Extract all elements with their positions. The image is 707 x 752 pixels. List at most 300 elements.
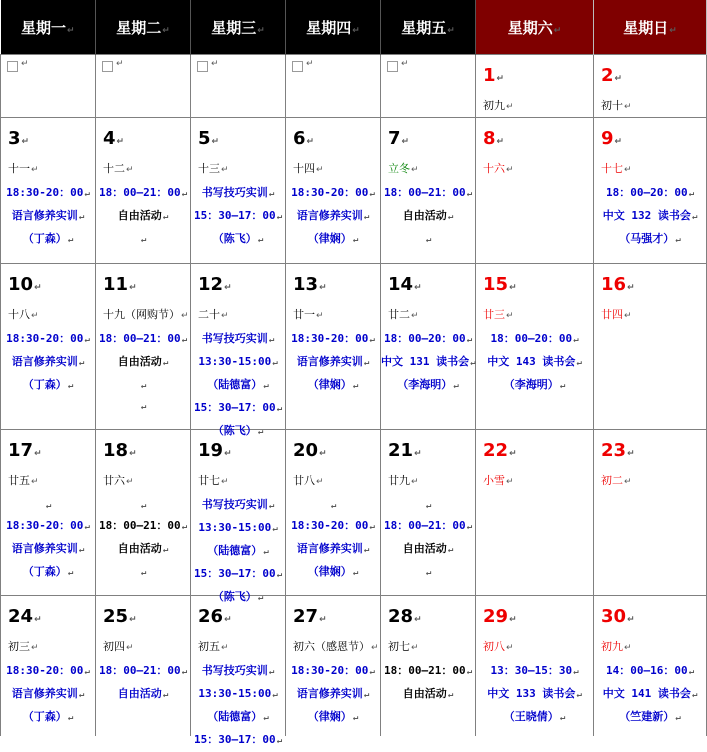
paragraph-mark: ↵ (496, 137, 505, 147)
paragraph-mark: ↵ (414, 449, 422, 459)
event-line: 18：00—21：00↵ (98, 332, 188, 345)
day-number: 7↵ (388, 128, 410, 149)
event-line: （律娴）↵ (307, 565, 359, 578)
paragraph-mark: ↵ (276, 404, 283, 414)
day-cell[interactable] (1, 55, 96, 118)
paragraph-mark: ↵ (67, 713, 74, 723)
lunar-date: 初六（感恩节）↵ (293, 640, 379, 653)
day-cell[interactable] (476, 264, 594, 430)
day-cell[interactable] (594, 596, 707, 737)
event-line: 中文 143 读书会↵ (487, 355, 582, 368)
lunar-date: 初三↵ (8, 640, 39, 653)
event-block (594, 182, 706, 251)
event-block (96, 182, 190, 249)
paragraph-mark: ↵ (675, 235, 681, 245)
day-cell[interactable] (594, 55, 707, 118)
event-line: 书写技巧实训↵ (201, 332, 275, 345)
paragraph-mark: ↵ (576, 690, 582, 700)
paragraph-mark: ↵ (272, 690, 278, 700)
event-line: 书写技巧实训↵ (201, 498, 275, 511)
paragraph-mark: ↵ (330, 501, 337, 511)
event-line: （律娴）↵ (307, 710, 359, 723)
day-number: 12↵ (198, 274, 232, 295)
day-number: 11↵ (103, 274, 137, 295)
paragraph-mark: ↵ (363, 212, 370, 222)
day-cell[interactable] (286, 55, 381, 118)
event-line: 18：00—21：00↵ (383, 664, 473, 677)
event-block (1, 494, 95, 584)
event-line: 13:30-15:00↵ (198, 687, 278, 700)
lunar-date: 廿八↵ (293, 474, 324, 487)
day-number: 23↵ (601, 440, 635, 461)
day-cell[interactable] (191, 264, 286, 437)
day-cell[interactable] (96, 430, 191, 596)
paragraph-mark: ↵ (573, 335, 579, 345)
event-line: 15：30—17：00↵ (193, 567, 283, 580)
paragraph-mark: ↵ (363, 545, 370, 555)
event-line: （李海明）↵ (503, 378, 566, 391)
event-block (286, 328, 380, 397)
event-line: （马强才）↵ (619, 232, 681, 245)
day-cell[interactable] (1, 264, 96, 430)
paragraph-mark: ↵ (411, 165, 419, 175)
day-cell[interactable] (1, 118, 96, 264)
paragraph-mark: ↵ (78, 690, 85, 700)
paragraph-mark: ↵ (691, 212, 698, 222)
day-number: 18↵ (103, 440, 137, 461)
paragraph-mark: ↵ (162, 690, 169, 700)
event-line: 自由活动↵ (117, 687, 169, 700)
paragraph-mark: ↵ (221, 643, 229, 653)
day-cell[interactable] (96, 55, 191, 118)
checkbox-icon[interactable] (7, 61, 18, 72)
paragraph-mark: ↵ (78, 358, 85, 368)
paragraph-mark: ↵ (263, 713, 269, 723)
blank-line (381, 494, 475, 515)
lunar-date: 十七↵ (601, 162, 632, 175)
paragraph-mark: ↵ (211, 137, 220, 147)
event-block (1, 660, 95, 729)
day-cell[interactable] (286, 118, 381, 264)
paragraph-mark: ↵ (263, 547, 269, 557)
paragraph-mark: ↵ (67, 381, 74, 391)
event-line: 14：00—16：00↵ (605, 664, 695, 677)
day-number: 3↵ (8, 128, 30, 149)
event-line: 18：00—21：00↵ (383, 519, 473, 532)
paragraph-mark: ↵ (140, 501, 147, 511)
paragraph-mark: ↵ (162, 212, 169, 222)
paragraph-mark: ↵ (67, 568, 74, 578)
day-cell[interactable] (191, 118, 286, 264)
paragraph-mark: ↵ (162, 545, 169, 555)
paragraph-mark: ↵ (509, 449, 517, 459)
day-number: 27↵ (293, 606, 327, 627)
event-block (381, 328, 475, 397)
paragraph-mark: ↵ (627, 449, 635, 459)
event-line: 语言修养实训↵ (11, 687, 85, 700)
paragraph-mark: ↵ (126, 643, 134, 653)
paragraph-mark: ↵ (224, 449, 232, 459)
paragraph-mark: ↵ (316, 165, 324, 175)
event-line: 自由活动↵ (402, 209, 454, 222)
paragraph-mark: ↵ (211, 59, 219, 69)
paragraph-mark: ↵ (268, 501, 275, 511)
day-cell[interactable] (476, 596, 594, 737)
paragraph-mark: ↵ (181, 335, 188, 345)
paragraph-mark: ↵ (691, 690, 698, 700)
blank-line (381, 561, 475, 582)
day-number: 1↵ (483, 65, 505, 86)
weekday-header-row (1, 0, 707, 55)
paragraph-mark: ↵ (401, 59, 409, 69)
paragraph-mark: ↵ (627, 283, 635, 293)
paragraph-mark: ↵ (414, 283, 422, 293)
event-block (594, 660, 706, 729)
paragraph-mark: ↵ (126, 165, 134, 175)
event-line: 书写技巧实训↵ (201, 186, 275, 199)
paragraph-mark: ↵ (257, 593, 264, 603)
lunar-date: 小雪↵ (483, 474, 514, 487)
event-block (286, 660, 380, 729)
paragraph-mark: ↵ (34, 283, 42, 293)
paragraph-mark: ↵ (369, 335, 375, 345)
paragraph-mark: ↵ (470, 358, 476, 368)
event-block (191, 328, 285, 443)
paragraph-mark: ↵ (316, 311, 324, 321)
paragraph-mark: ↵ (411, 477, 419, 487)
paragraph-mark: ↵ (624, 477, 632, 487)
paragraph-mark: ↵ (31, 643, 39, 653)
day-number: 13↵ (293, 274, 327, 295)
weekday-header-fri: 星期五↵ (381, 0, 476, 55)
paragraph-mark: ↵ (624, 311, 632, 321)
lunar-date: 十六↵ (483, 162, 514, 175)
paragraph-mark: ↵ (506, 311, 514, 321)
event-line: （陆德富）↵ (207, 710, 269, 723)
lunar-date: 廿三↵ (483, 308, 514, 321)
paragraph-mark: ↵ (84, 189, 90, 199)
paragraph-mark: ↵ (268, 335, 275, 345)
day-number: 22↵ (483, 440, 517, 461)
blank-line (96, 395, 190, 416)
event-line: 18：00—21：00↵ (98, 186, 188, 199)
event-line: 13：30—15：30↵ (490, 664, 579, 677)
blank-line (381, 228, 475, 249)
paragraph-mark: ↵ (509, 283, 517, 293)
day-cell[interactable] (96, 596, 191, 737)
event-line: 15：30—17：00↵ (193, 209, 283, 222)
event-line: 语言修养实训↵ (11, 355, 85, 368)
event-line: 18：00—21：00↵ (98, 519, 188, 532)
event-block (381, 660, 475, 706)
paragraph-mark: ↵ (140, 381, 147, 391)
day-number: 28↵ (388, 606, 422, 627)
lunar-date: 立冬↵ (388, 162, 419, 175)
day-cell[interactable] (381, 596, 476, 737)
week-row (1, 596, 707, 737)
day-number: 9↵ (601, 128, 623, 149)
paragraph-mark: ↵ (67, 235, 74, 245)
paragraph-mark: ↵ (181, 311, 189, 321)
event-line: 18:30-20：00↵ (6, 664, 90, 677)
paragraph-mark: ↵ (306, 59, 314, 69)
event-block (1, 328, 95, 397)
day-cell[interactable] (1, 430, 96, 596)
paragraph-mark: ↵ (319, 449, 327, 459)
paragraph-mark: ↵ (466, 189, 473, 199)
paragraph-mark: ↵ (675, 713, 681, 723)
event-line: 自由活动↵ (117, 355, 169, 368)
day-number: 21↵ (388, 440, 422, 461)
paragraph-mark: ↵ (162, 358, 169, 368)
event-line: （王晓倩）↵ (503, 710, 566, 723)
day-number: 26↵ (198, 606, 232, 627)
event-line: 18：00—20：00↵ (490, 332, 579, 345)
event-line: 15：30—17：00↵ (193, 401, 283, 414)
blank-line (96, 561, 190, 582)
day-cell[interactable] (381, 430, 476, 596)
paragraph-mark: ↵ (369, 667, 375, 677)
lunar-date: 初八↵ (483, 640, 514, 653)
event-line: （陈飞）↵ (212, 590, 264, 603)
day-number: 5↵ (198, 128, 220, 149)
lunar-date: 二十↵ (198, 308, 229, 321)
paragraph-mark: ↵ (496, 74, 505, 84)
paragraph-mark: ↵ (276, 736, 283, 746)
paragraph-mark: ↵ (129, 449, 137, 459)
event-line: 18:30-20：00↵ (291, 332, 375, 345)
paragraph-mark: ↵ (31, 165, 39, 175)
day-cell[interactable] (96, 118, 191, 264)
paragraph-mark: ↵ (624, 102, 632, 112)
paragraph-mark: ↵ (506, 102, 514, 112)
day-number: 19↵ (198, 440, 232, 461)
paragraph-mark: ↵ (181, 522, 188, 532)
paragraph-mark: ↵ (352, 235, 359, 245)
event-block (96, 494, 190, 582)
lunar-date: 初九↵ (483, 99, 514, 112)
event-line: 自由活动↵ (117, 542, 169, 555)
paragraph-mark: ↵ (688, 189, 695, 199)
lunar-date: 初七↵ (388, 640, 419, 653)
blank-line (96, 374, 190, 395)
paragraph-mark: ↵ (319, 615, 327, 625)
paragraph-mark: ↵ (224, 283, 232, 293)
paragraph-mark: ↵ (224, 615, 232, 625)
day-cell[interactable] (476, 118, 594, 264)
paragraph-mark: ↵ (447, 212, 454, 222)
day-cell[interactable] (191, 596, 286, 746)
event-line: 语言修养实训↵ (296, 687, 370, 700)
lunar-date: 廿七↵ (198, 474, 229, 487)
event-line: 自由活动↵ (117, 209, 169, 222)
weekday-header-tue: 星期二↵ (96, 0, 191, 55)
paragraph-mark: ↵ (614, 74, 623, 84)
week-row (1, 264, 707, 430)
lunar-date: 廿一↵ (293, 308, 324, 321)
paragraph-mark: ↵ (369, 522, 375, 532)
event-line: 18:30-20：00↵ (291, 664, 375, 677)
event-line: 中文 132 读书会↵ (602, 209, 698, 222)
day-cell[interactable] (1, 596, 96, 737)
weekday-header-mon: 星期一↵ (1, 0, 96, 55)
event-line: （竺建新）↵ (619, 710, 681, 723)
paragraph-mark: ↵ (447, 690, 454, 700)
lunar-date: 十四↵ (293, 162, 324, 175)
paragraph-mark: ↵ (363, 358, 370, 368)
day-cell[interactable] (191, 55, 286, 118)
day-cell[interactable] (381, 55, 476, 118)
day-cell[interactable] (594, 118, 707, 264)
day-cell[interactable] (96, 264, 191, 430)
paragraph-mark: ↵ (45, 501, 52, 511)
event-line: （律娴）↵ (307, 232, 359, 245)
event-line: 语言修养实训↵ (296, 209, 370, 222)
weekday-header-sun: 星期日↵ (594, 0, 707, 55)
checkbox-icon[interactable] (387, 61, 398, 72)
day-cell[interactable] (594, 430, 707, 596)
paragraph-mark: ↵ (268, 667, 275, 677)
paragraph-mark: ↵ (425, 501, 432, 511)
event-line: 18：00—20：00↵ (383, 332, 473, 345)
paragraph-mark: ↵ (559, 381, 566, 391)
lunar-date: 廿四↵ (601, 308, 632, 321)
paragraph-mark: ↵ (181, 667, 188, 677)
day-cell[interactable] (381, 264, 476, 430)
lunar-date: 廿六↵ (103, 474, 134, 487)
event-line: 18:30-20：00↵ (6, 332, 90, 345)
event-line: （陆德富）↵ (207, 378, 269, 391)
paragraph-mark: ↵ (84, 667, 90, 677)
week-row (1, 118, 707, 264)
paragraph-mark: ↵ (306, 137, 315, 147)
paragraph-mark: ↵ (257, 427, 264, 437)
event-block (381, 182, 475, 249)
lunar-date: 初九↵ (601, 640, 632, 653)
paragraph-mark: ↵ (425, 235, 432, 245)
lunar-date: 十二↵ (103, 162, 134, 175)
event-line: 18:30-20：00↵ (6, 186, 90, 199)
event-block (191, 494, 285, 609)
event-line: 自由活动↵ (402, 542, 454, 555)
event-block (286, 494, 380, 584)
event-line: （丁森）↵ (22, 232, 74, 245)
day-cell[interactable] (594, 264, 707, 430)
event-block (191, 182, 285, 251)
day-number: 15↵ (483, 274, 517, 295)
paragraph-mark: ↵ (140, 402, 147, 412)
paragraph-mark: ↵ (221, 165, 229, 175)
paragraph-mark: ↵ (78, 212, 85, 222)
paragraph-mark: ↵ (140, 235, 147, 245)
event-line: 18:30-20：00↵ (291, 186, 375, 199)
paragraph-mark: ↵ (447, 545, 454, 555)
event-block (1, 182, 95, 251)
paragraph-mark: ↵ (257, 235, 264, 245)
paragraph-mark: ↵ (129, 615, 137, 625)
day-number: 14↵ (388, 274, 422, 295)
paragraph-mark: ↵ (624, 165, 632, 175)
paragraph-mark: ↵ (129, 283, 137, 293)
paragraph-mark: ↵ (576, 358, 582, 368)
lunar-date: 初五↵ (198, 640, 229, 653)
event-line: （陈飞）↵ (212, 424, 264, 437)
week-row (1, 55, 707, 118)
paragraph-mark: ↵ (78, 545, 85, 555)
lunar-date: 十一↵ (8, 162, 39, 175)
day-number: 16↵ (601, 274, 635, 295)
day-number: 6↵ (293, 128, 315, 149)
paragraph-mark: ↵ (126, 477, 134, 487)
event-line: 语言修养实训↵ (296, 355, 370, 368)
paragraph-mark: ↵ (21, 59, 29, 69)
paragraph-mark: ↵ (614, 137, 623, 147)
day-number: 17↵ (8, 440, 42, 461)
lunar-date: 初四↵ (103, 640, 134, 653)
lunar-date: 十八↵ (8, 308, 39, 321)
paragraph-mark: ↵ (627, 615, 635, 625)
paragraph-mark: ↵ (466, 335, 473, 345)
day-cell[interactable] (191, 430, 286, 603)
day-cell[interactable] (286, 430, 381, 596)
paragraph-mark: ↵ (411, 643, 419, 653)
paragraph-mark: ↵ (453, 381, 459, 391)
paragraph-mark: ↵ (466, 522, 473, 532)
paragraph-mark: ↵ (506, 643, 514, 653)
checkbox-icon[interactable] (102, 61, 113, 72)
day-cell[interactable] (286, 264, 381, 430)
event-line: （丁森）↵ (22, 378, 74, 391)
paragraph-mark: ↵ (363, 690, 370, 700)
day-cell[interactable] (476, 55, 594, 118)
paragraph-mark: ↵ (276, 570, 283, 580)
event-line: 13:30-15:00↵ (198, 355, 278, 368)
paragraph-mark: ↵ (352, 381, 359, 391)
paragraph-mark: ↵ (352, 568, 359, 578)
paragraph-mark: ↵ (116, 59, 124, 69)
day-cell[interactable] (286, 596, 381, 737)
blank-line (96, 228, 190, 249)
event-line: （李海明）↵ (397, 378, 459, 391)
event-line: （陈飞）↵ (212, 232, 264, 245)
event-line: 语言修养实训↵ (11, 542, 85, 555)
day-cell[interactable] (381, 118, 476, 264)
checkbox-icon[interactable] (292, 61, 303, 72)
paragraph-mark: ↵ (466, 667, 473, 677)
paragraph-mark: ↵ (624, 643, 632, 653)
event-line: 中文 131 读书会↵ (381, 355, 476, 368)
event-line: 18:30-20：00↵ (291, 519, 375, 532)
paragraph-mark: ↵ (414, 615, 422, 625)
paragraph-mark: ↵ (272, 524, 278, 534)
paragraph-mark: ↵ (276, 212, 283, 222)
paragraph-mark: ↵ (31, 477, 39, 487)
event-line: 18：00—21：00↵ (98, 664, 188, 677)
day-number: 4↵ (103, 128, 125, 149)
event-block (286, 182, 380, 251)
paragraph-mark: ↵ (34, 615, 42, 625)
day-number: 8↵ (483, 128, 505, 149)
lunar-date: 十三↵ (198, 162, 229, 175)
checkbox-icon[interactable] (197, 61, 208, 72)
paragraph-mark: ↵ (21, 137, 30, 147)
lunar-date: 廿九↵ (388, 474, 419, 487)
day-cell[interactable] (476, 430, 594, 596)
blank-line (1, 494, 95, 515)
paragraph-mark: ↵ (573, 667, 579, 677)
event-line: 15：30—17：00↵ (193, 733, 283, 746)
event-block (476, 660, 593, 729)
